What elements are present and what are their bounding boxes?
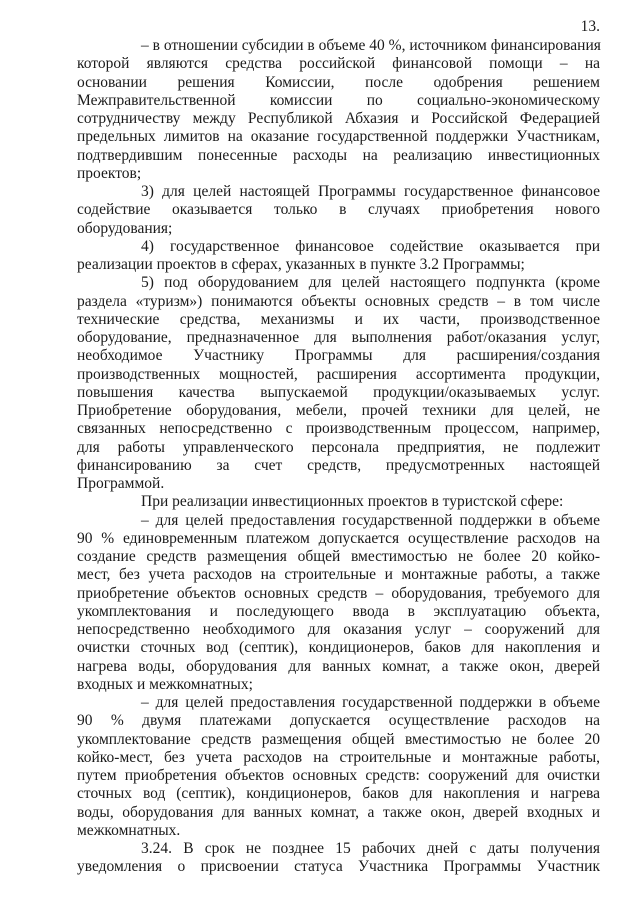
text-line: основании решения Комиссии, после одобрения решением	[77, 73, 600, 91]
text-line: 3) для целей настоящей Программы государственное финансовое	[141, 183, 600, 200]
text-line: содействие оказывается только в случаях приобретения нового	[77, 201, 600, 219]
text-line: 90 % единовременным платежом допускается осуществление расходов на	[77, 529, 600, 547]
text-line: уведомления о присвоении статуса Участника Программы Участник	[77, 858, 600, 876]
text-line: мест, без учета расходов на строительные и монтажные работы, а также	[77, 566, 600, 584]
text-line: укомплектование средств размещения общей вместимостью не более 20	[77, 730, 600, 748]
text-line: – для целей предоставления государственной поддержки в объеме	[141, 694, 600, 711]
text-line: укомплектования и последующего ввода в эксплуатацию объекта,	[77, 602, 600, 620]
text-line: Программой.	[77, 475, 165, 492]
paragraph	[77, 694, 600, 840]
paragraph	[77, 840, 600, 877]
text-line: – в отношении субсидии в объеме 40 %, источником финансирования	[141, 37, 601, 54]
text-line: 90 % двумя платежами допускается осуществление расходов на	[77, 712, 600, 730]
text-line: Приобретение оборудования, мебели, прочей техники для целей, не	[77, 402, 600, 419]
text-line: предельных лимитов на оказание государственной поддержки Участникам,	[77, 128, 600, 146]
text-line: очистки сточных вод (септик), кондиционеров, баков для накопления и	[77, 639, 600, 657]
text-line: Межправительственной комиссии по социально-экономическому	[77, 91, 600, 109]
text-line: приобретение объектов основных средств – оборудования, требуемого для	[77, 584, 600, 602]
page-number: 13.	[580, 18, 600, 35]
text-line: нагрева воды, оборудования для ванных комнат, а также окон, дверей	[77, 657, 600, 675]
text-line: 5) под оборудованием для целей настоящего подпункта (кроме	[141, 274, 600, 292]
text-line: межкомнатных.	[77, 821, 181, 839]
paragraph	[77, 493, 600, 511]
paragraph	[77, 238, 600, 275]
text-line: финансированию за счет средств, предусмотренных настоящей	[77, 456, 600, 474]
text-line: воды, оборудования для ванных комнат, а также окон, дверей входных и	[77, 803, 600, 821]
text-line: сотрудничеству между Республикой Абхазия и Российской Федерацией	[77, 110, 600, 127]
text-line: сточных вод (септик), кондиционеров, баков для накопления и нагрева	[77, 785, 600, 803]
text-line: 3.24. В срок не позднее 15 рабочих дней с даты получения	[141, 840, 600, 857]
text-line: связанных непосредственно с производственным процессом, например,	[77, 420, 600, 438]
text-line: технические средства, механизмы и их части, производственное	[77, 310, 600, 328]
text-line: оборудование, предназначенное для выполнения работ/оказания услуг,	[77, 329, 600, 346]
text-line: необходимое Участнику Программы для расширения/создания	[77, 347, 600, 365]
text-line: реализации проектов в сферах, указанных в пункте 3.2 Программы;	[77, 256, 525, 273]
paragraph	[77, 183, 600, 238]
text-line: койко-мест, без учета расходов на строительные и монтажные работы,	[77, 748, 600, 766]
text-line: раздела «туризм») понимаются объекты основных средств – в том числе	[77, 292, 600, 310]
text-line: производственных мощностей, расширения ассортимента продукции,	[77, 365, 600, 383]
paragraph	[77, 274, 600, 493]
text-line: повышения качества выпускаемой продукции/оказываемых услуг.	[77, 383, 600, 401]
text-line: которой являются средства российской финансовой помощи – на	[77, 55, 600, 73]
text-line: для работы управленческого персонала предприятия, не подлежит	[77, 438, 600, 456]
paragraph	[77, 37, 600, 183]
text-line: проектов;	[77, 164, 142, 182]
text-line: непосредственно необходимого для оказания услуг – сооружений для	[77, 621, 600, 638]
text-line: подтвердившим понесенные расходы на реализацию инвестиционных	[77, 146, 600, 164]
paragraph	[77, 512, 600, 695]
text-line: оборудования;	[77, 219, 173, 237]
text-line: путем приобретения объектов основных средств: сооружений для очистки	[77, 767, 600, 784]
document-body	[77, 37, 600, 877]
text-line: создание средств размещения общей вместимостью не более 20 койко-	[77, 548, 600, 565]
text-line: входных и межкомнатных;	[77, 675, 253, 693]
text-line: 4) государственное финансовое содействие оказывается при	[141, 237, 600, 255]
text-line: При реализации инвестиционных проектов в туристской сфере:	[141, 493, 564, 511]
text-line: – для целей предоставления государственной поддержки в объеме	[141, 511, 600, 529]
